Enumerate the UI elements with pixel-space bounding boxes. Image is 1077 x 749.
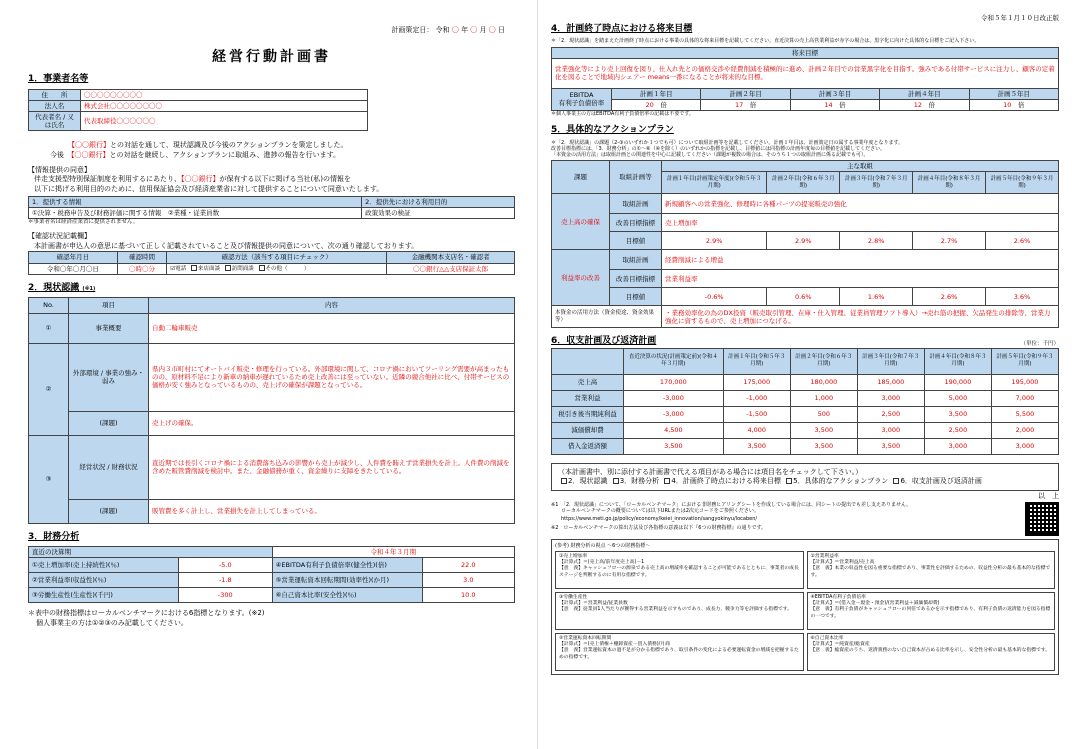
checkbox-visit-store[interactable] bbox=[191, 265, 197, 271]
ref-operating-margin: ②営業利益率 【計算式】＝営業利益/売上高 【意 義】本業の収益性を図る重要な指標であり、事業性を評価するための、収益性分析の最も基本的な指標です。 bbox=[807, 551, 1056, 589]
ref-working-capital: ⑤営業運転資本回転期間 【計算式】＝(売上債権＋棚卸資産－買入債務)/月商 【意 義】営業運転資本の過不足が分かる指標であり、取引条件の変化による必要運転資金の増減を把握するための指標です。 bbox=[555, 633, 804, 671]
attach-check-6[interactable] bbox=[893, 478, 899, 484]
fund-usage-text[interactable]: ・業務効率化の為のDX投資（販売取引管理、在庫・仕入管理、従業員管理ソフト導入）→売れ筋の把握、欠品発生の排除等、営業力強化に資するもので、売上増加につなげる。 bbox=[662, 306, 1059, 328]
section-5-title: 5．具体的なアクションプラン bbox=[551, 125, 674, 136]
issue-3[interactable]: 販管費を多く計上し、営業損失を計上してしまっている。 bbox=[149, 499, 515, 523]
right-page bbox=[539, 0, 1077, 749]
business-overview[interactable]: 自動二輪車販売 bbox=[149, 313, 515, 343]
section-1-title: 1．事業者名等 bbox=[28, 74, 89, 85]
plan-2-text[interactable]: 経費削減による増益 bbox=[662, 250, 1059, 270]
management-status[interactable]: 直近期では長引くコロナ禍による消費落ち込みの影響から売上が減少し、人件費を賄えず営業損失を計上。人件費の削減を含めた販管費削減を検討中。また、金融債務が重く、資金繰りに支障をきたしている。 bbox=[149, 435, 515, 499]
ref-ebitda-ratio: ④EBITDA有利子負債倍率 【計算式】＝(借入金－現金・預金)/(営業利益＋減価償却費) 【意 義】有利子負債がキャッシュフローの何倍であるかを示す指標であり、有利子負債の返済能力を図る指標の一つです。 bbox=[807, 592, 1056, 630]
representative-field[interactable]: 代表取締役〇〇〇〇〇〇 bbox=[81, 111, 368, 130]
confirm-table: 確認年月日 確認時間 確認方法（該当する項目にチェック） 金融機関本支店名・確認者 令和〇年〇月〇日 〇時〇分 ☑電話 来店面談 訪問面談 その他（ ） 〇〇銀行△△支店保証太郎 bbox=[28, 251, 515, 274]
section-4-note: ＊「2．現状認識」を踏まえた計画終了時点における事業の具体的な将来目標を記載してください。直近決算の売上高営業利益が赤字の場合は、黒字化に向けた具体的な目標をご記入下さい。 bbox=[551, 38, 980, 45]
consent-note: ＊事業者名は経済産業省に提供されません。 bbox=[28, 219, 139, 225]
s5-note-1: ＊「2．現状認識」の課題（2-③のいずれか１つでも可）について取組計画等を記載してください。計画１年目は、計画策定日の属する事業年度となります。 bbox=[551, 139, 904, 146]
locaben-url-link[interactable]: https://www.meti.go.jp/policy/economy/keiei_innovation/sangyokinyu/locaben/ bbox=[561, 516, 758, 523]
footnote-2: ※2 ローカルベンチマークの算出方法及び各指標の意義は以下『6つの財務指標』の通りです。 bbox=[551, 524, 767, 531]
attachment-checklist: 2．現状認識 3．財務分析 4．計画終了時点における将来目標 5．具体的なアクションプラン 6．収支計画及び返済計画 bbox=[558, 477, 1052, 486]
confirm-header: 【確認状況記載欄】 bbox=[28, 231, 91, 240]
status-table: No. 項目 内容 ① 事業概要 自動二輪車販売 ② 外部環境 / 事業の強み・弱み 県内３市町村にてオートバイ販売・修理を行っている。外部環境に関して、コロナ禍においてツーリング需要が高まったものの、原材料不足により新車の納車が遅れているため売上改善には至っていない。近隣の競合他社に比べ、付帯サービスの価格が安く強みとなっているものの、売上げの確保が課題となっている。 (課題) 売上げの確保。 ③ 経営状況 / 財務状況 直近期では長引くコロナ禍による消費落ち込みの影響から売上が減少し、人件費を賄えず営業損失を計上。人件費の削減を含めた販管費削減を検討中。また、金融債務が重く、資金繰りに支障をきたしている。 (課題) 販管費を多く計上し、営業損失を計上してしまっている。 bbox=[28, 297, 515, 524]
revision-date: 令和５年１月１０日改正版 bbox=[981, 14, 1059, 22]
issue-2[interactable]: 売上げの確保。 bbox=[149, 411, 515, 435]
qr-code-icon bbox=[1025, 502, 1059, 536]
future-goal-text[interactable]: 営業強化等により売上回復を図り、仕入れ先との価格交渉や経費削減を積極的に進め、計画２年目での営業黒字化を目指す。強みである付帯サービスに注力し、顧客の定着化を図ることで地域内シェアー means一番になることが将来的な目標。 bbox=[552, 58, 1059, 88]
section-4-note-2: ＊個人事業主の方はEBITDA有利子負債倍率の記載は不要です。 bbox=[551, 111, 694, 117]
ref-equity-ratio: ⑥自己資本比率 【計算式】＝純資産/総資産 【意 義】総資産のうち、返済義務のない自己資本が占める比率を示し、安全性分析の最も基本的な指標です。 bbox=[807, 633, 1056, 671]
unit-label: （単位：千円） bbox=[1020, 340, 1059, 347]
future-goal-table: 将来目標 営業強化等により売上回復を図り、仕入れ先との価格交渉や経費削減を積極的に進め、計画２年目での営業黒字化を目指す。強みである付帯サービスに注力し、顧客の定着化を図ることで地域内シェアー means一番になることが将来的な目標。 EBITDA 有利子負債倍率 計画１年目 計画２年目 計画３年目 計画４年目 計画５年目 20 倍 17 倍 14 倍 12 倍 10 倍 bbox=[551, 47, 1059, 111]
ref-labor-productivity: ③労働生産性 【計算式】＝営業利益/従業員数 【意 義】従業員1人当たりが獲得する営業利益を示すものであり、成長力、競争力等を評価する指標です。 bbox=[555, 592, 804, 630]
confirm-time[interactable]: 〇時〇分 bbox=[117, 263, 167, 274]
end-mark: 以 上 bbox=[1038, 492, 1059, 500]
checkbox-visit[interactable] bbox=[225, 265, 231, 271]
attach-check-5[interactable] bbox=[786, 478, 792, 484]
business-info-table: 住 所 〇〇〇〇〇〇〇〇〇 法人名 株式会社〇〇〇〇〇〇〇〇 代表者名 / 又は氏名 代表取締役〇〇〇〇〇〇 bbox=[28, 89, 368, 132]
financial-note-2: 個人事業主の方は①②③のみ記載してください。 bbox=[36, 619, 188, 627]
consent-header: 【情報提供の同意】 bbox=[28, 165, 91, 174]
footnote-1: ※1 「2．現状認識」について、「ローカルベンチマーク」における非財務ヒアリングシートを作成している場合には、同シートの提出でも差し支えありません。 bbox=[551, 501, 912, 508]
external-environment[interactable]: 県内３市町村にてオートバイ販売・修理を行っている。外部環境に関して、コロナ禍においてツーリング需要が高まったものの、原材料不足により新車の納車が遅れているため売上改善には至っていない。近隣の競合他社に比べ、付帯サービスの価格が安く強みとなっているものの、売上げの確保が課題となっている。 bbox=[149, 343, 515, 411]
intro-line-1: 【〇〇銀行】との対話を通して、現状認識及び今後のアクションプランを策定しました。 bbox=[68, 141, 348, 149]
company-name-field[interactable]: 株式会社〇〇〇〇〇〇〇〇 bbox=[81, 100, 368, 111]
section-4-title: 4．計画終了時点における将来目標 bbox=[551, 24, 693, 35]
financial-note-1: ＊表中の財務指標はローカルベンチマークにおける6指標となります。(※2) bbox=[28, 609, 265, 618]
section-3-title: 3．財務分析 bbox=[28, 531, 80, 542]
checkbox-other[interactable] bbox=[259, 265, 265, 271]
attach-check-4[interactable] bbox=[664, 478, 670, 484]
attachment-box: （本計画書中、別に添付する計画書で代える項目がある場合には項目名をチェックして下さい。） 2．現状認識 3．財務分析 4．計画終了時点における将来目標 5．具体的なアクションプラン 6．収支計画及び返済計画 bbox=[551, 463, 1059, 492]
fiscal-period[interactable]: 令和４年３月期 bbox=[272, 547, 514, 558]
action-plan-table: 課題 取組計画等 主な取組 計画１年目(計画策定年度)(令和５年３月期) 計画２年目(令和６年３月期) 計画３年目(令和７年３月期) 計画４年目(令和８年３月期) 計画５年目(令和９年３月期) 売上高の確保 取組計画 新規顧客への営業強化、修理時に各種パーツの提案販売の強化 改善目標指標 売上増加率 目標値 2.9% 2.9% 2.8% 2.7% 2.6% 利益率の改善 取組計画 経費削減による増益 改善目標指標 営業利益率 目標値 -0.6% 0.6% 1.6% 2.6% 3.6% 本資金の活用方法（資金使途、資金効果等） ・業務効率化の為のDX投資（販売取引管理、在庫・仕入管理、従業員管理ソフト導入）→売れ筋の把握、欠品発生の排除等、営業力強化に資するもので、売上増加につなげる。 bbox=[551, 160, 1059, 328]
document-title: 経営行動計画書 bbox=[212, 48, 331, 65]
confirm-date[interactable]: 令和〇年〇月〇日 bbox=[29, 263, 118, 274]
plan-1-text[interactable]: 新規顧客への営業強化、修理時に各種パーツの提案販売の強化 bbox=[662, 194, 1059, 214]
intro-line-2: 今後 【〇〇銀行】との対話を継続し、アクションプランに取組み、進捗の報告を行います。 bbox=[50, 150, 341, 159]
plan-date-line: 計画策定日： 令和 〇 年 〇 月 〇 日 bbox=[391, 26, 505, 34]
income-plan-table: 直近決算の状況(計画策定前)(令和４年３月期) 計画１年目(令和５年３月期) 計画２年目(令和６年３月期) 計画３年目(令和７年３月期) 計画４年目(令和８年３月期) 計画５年目(令和９年３月期) 売上高 170,000 175,000 180,000 185,000 190,000 195,000 営業利益 -3,000 -1,000 1,000 3,000 5,000 7,000 税引き後当期純利益 -3,000 -1,500 500 2,500 3,500 5,500 減価償却費 4,500 4,000 3,500 3,000 2,500 2,000 借入金返済額 3,500 3,500 3,500 3,500 3,000 3,000 bbox=[551, 348, 1059, 455]
confirm-method[interactable]: ☑電話 来店面談 訪問面談 その他（ ） bbox=[167, 263, 387, 274]
financial-table: 直近の決算期 令和４年３月期 ①売上増加率(売上持続性)(％) -5.0 ④EBITDA有利子負債倍率(健全性)(倍) 22.0 ②営業利益率(収益性)(％) -1.8 ⑤営業運転資本回転期間(効率性)(か月) 3.0 ③労働生産性(生産性)(千円) -300 ⑥自己資本比率(安全性)(％) 10.0 bbox=[28, 546, 515, 603]
attach-check-2[interactable] bbox=[561, 478, 567, 484]
ref-sales-growth: ①売上増加率 【計算式】＝(売上高/前年度売上高)－1 【意 義】キャッシュフローの源泉である売上高の増減率を確認することが可能であるとともに、事業者の成長ステージを判断するのに有用な指標です。 bbox=[555, 551, 804, 589]
consent-text-1: 伴走支援型特別保証制度を利用するにあたり、【〇〇銀行】が保有する以下に掲げる当社(私)の情報を bbox=[34, 175, 351, 184]
left-page bbox=[0, 0, 538, 749]
consent-table: 1．提供する情報 2．提供先における利用目的 ①決算・税務申告及び財務評価に関する情報 ②業種・従業員数 政策効果の検証 bbox=[28, 196, 515, 219]
attach-check-3[interactable] bbox=[613, 478, 619, 484]
section-6-title: 6．収支計画及び返済計画 bbox=[551, 336, 657, 347]
reference-box: (参考) 財務分析の視点 ～6つの財務指標～ ①売上増加率 【計算式】＝(売上高/前年度売上高)－1 【意 義】キャッシュフローの源泉である売上高の増減率を確認することが可能であるとともに、事業者の成長ステージを判断するのに有用な指標です。 ②営業利益率 【計算式】＝営業利益/売上高 【意 義】本業の収益性を図る重要な指標であり、事業性を評価するための、収益性分析の最も基本的な指標です。 ③労働生産性 【計算式】＝営業利益/従業員数 【意 義】従業員1人当たりが獲得する営業利益を示すものであり、成長力、競争力等を評価する指標です。 ④EBITDA有利子負債倍率 【計算式】＝(借入金－現金・預金)/(営業利益＋減価償却費) 【意 義】有利子負債がキャッシュフローの何倍であるかを示す指標であり、有利子負債の返済能力を図る指標の一つです。 ⑤営業運転資本回転期間 【計算式】＝(売上債権＋棚卸資産－買入債務)/月商 【意 義】営業運転資本の過不足が分かる指標であり、取引条件の変化による必要運転資金の増減を把握するための指標です。 ⑥自己資本比率 【計算式】＝純資産/総資産 【意 義】総資産のうち、返済義務のない自己資本が占める比率を示し、安全性分析の最も基本的な指標です。 bbox=[551, 539, 1059, 675]
footnote-1b: ローカルベンチマークの概要については以下URLまたは2次元コードをご参照ください。 bbox=[561, 508, 759, 514]
confirm-checker[interactable]: 〇〇銀行△△支店保証太郎 bbox=[387, 263, 515, 274]
consent-text-2: 以下に掲げる利用目的のために、信用保証協会及び経済産業省に対して提供することについて同意いたします。 bbox=[34, 185, 384, 193]
s5-note-3: 「本資金の活用方法」は取組計画との関連性を中心に記載してください（課題が複数の場合は、そのうち１つの取組計画に係る記載でも可）。 bbox=[551, 152, 869, 158]
confirm-text: 本計画書が申込人の意思に基づいて正しく記載されていること及び情報提供の同意について、次の通り確認しております。 bbox=[34, 241, 419, 250]
s5-note-2: 改善目標指標には、「3．財務分析」の①～⑥（④を除く）のいずれかの指標を記載し、目標値には同指標の計画年度毎の目標値を記載してください。 bbox=[551, 145, 886, 152]
address-field[interactable]: 〇〇〇〇〇〇〇〇〇 bbox=[81, 89, 368, 100]
section-2-title: 2．現状認識 (※1) bbox=[28, 282, 96, 293]
